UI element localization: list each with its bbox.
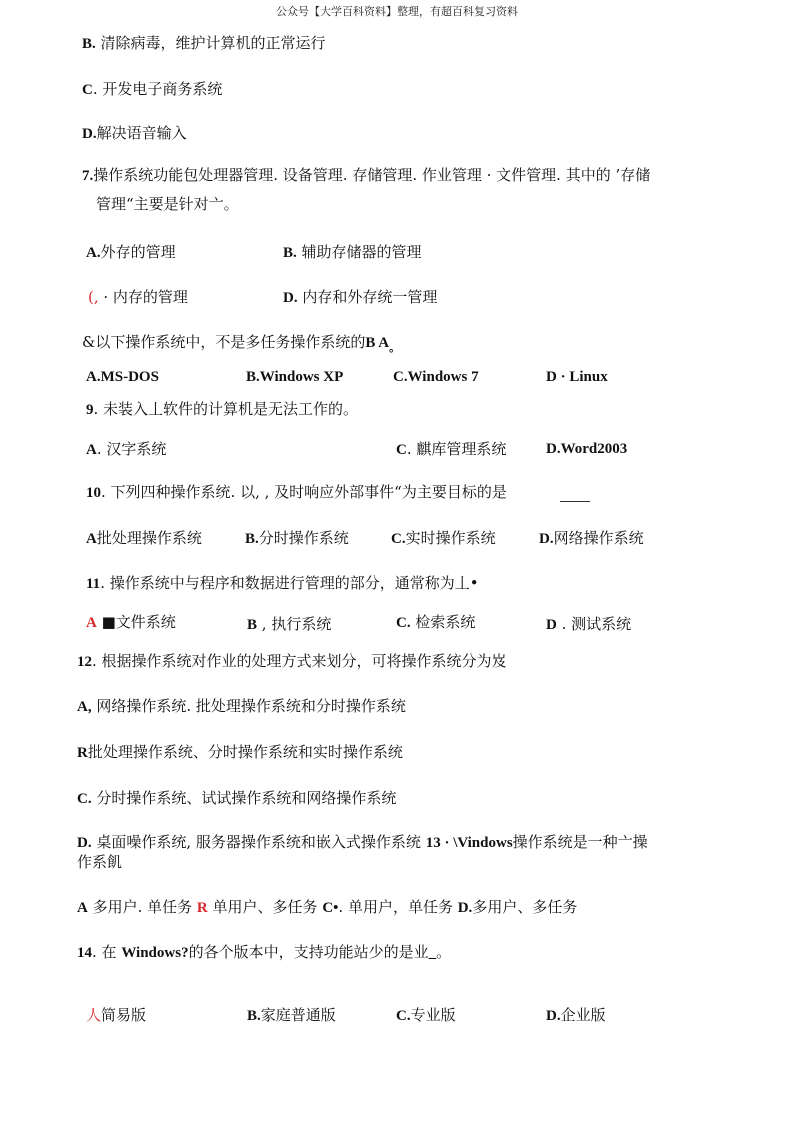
q14-stem xyxy=(77,942,451,963)
option-letter: R xyxy=(77,745,88,761)
q13-option-d-letter: D. xyxy=(457,900,473,916)
option-text: 批处理操作系统、分时操作系统和实时操作系统 xyxy=(87,743,403,761)
q7-option-a xyxy=(86,242,176,263)
q11-option-b xyxy=(247,614,331,635)
q6-option-b xyxy=(82,33,326,54)
q7-option-c xyxy=(88,287,188,307)
q11-option-a xyxy=(86,612,176,633)
option-text: 简易版 xyxy=(101,1006,147,1024)
option-text: ■文件系统 xyxy=(96,613,176,631)
option-letter: B. xyxy=(245,531,259,547)
q13-option-c-text: . 单用户，单任务 xyxy=(338,898,458,916)
option-letter: C xyxy=(396,442,407,458)
q12-option-a xyxy=(77,696,406,717)
option-text: . 汉字系统 xyxy=(96,440,167,458)
q6-option-d xyxy=(82,123,187,144)
option-text: 内存和外存统一管理 xyxy=(297,288,438,306)
question-text: &以下操作系统中，不是多任务操作系统的 xyxy=(82,333,366,351)
option-text: . 测试系统 xyxy=(556,615,632,633)
option-text: 解决语音输入 xyxy=(96,124,187,142)
option-text: . 麒库管理系统 xyxy=(406,440,507,458)
q12-option-b xyxy=(77,742,403,763)
q8-option-b: B.Windows XP xyxy=(246,369,344,385)
option-text: 辅助存储器的管理 xyxy=(296,243,422,261)
answer-blank: _ xyxy=(428,945,437,961)
option-letter: C. xyxy=(77,791,92,807)
q13-option-d-text: 多用户、多任务 xyxy=(472,898,578,916)
option-letter: D xyxy=(546,617,557,633)
option-letter: B. xyxy=(82,36,96,52)
option-letter: B xyxy=(247,617,258,633)
question-number: 13 · \Vindows xyxy=(425,835,513,851)
q7-option-d xyxy=(283,287,437,308)
q13-options xyxy=(77,897,577,918)
q13-option-a-text: 多用户. 单任务 xyxy=(87,898,197,916)
q9-option-d: D.Word2003 xyxy=(546,441,628,457)
question-text: 操作系统功能包处理器管理. 设备管理. 存储管理. 作业管理 · 文件管理. 其中的 ’存储 xyxy=(93,166,651,184)
q7-option-b xyxy=(283,242,422,263)
answer-mark: B A xyxy=(365,335,390,351)
option-letter: C. xyxy=(396,1008,411,1024)
q13-option-b-text: 单用户、多任务 xyxy=(207,898,323,916)
option-text: 分时操作系统 xyxy=(258,529,349,547)
option-letter: A xyxy=(86,531,97,547)
windows-label: Windows? xyxy=(121,945,189,961)
q12-option-c xyxy=(77,788,396,809)
q9-option-a xyxy=(86,439,166,460)
question-text: 操作系统是一种亠操 xyxy=(512,833,648,851)
option-text: 清除病毒，维护计算机的正常运行 xyxy=(100,34,326,52)
option-letter: B. xyxy=(247,1008,261,1024)
q10-option-a xyxy=(86,528,202,549)
answer-blank xyxy=(560,501,590,502)
q12-stem xyxy=(77,651,507,672)
option-text: , 执行系统 xyxy=(257,615,332,633)
q14-option-d xyxy=(546,1005,606,1026)
option-letter: 人 xyxy=(86,1006,102,1024)
question-number: 10 xyxy=(86,485,101,501)
q13-option-b-letter: R xyxy=(196,900,208,916)
option-text: 家庭普通版 xyxy=(260,1006,336,1024)
option-text: · 内存的管理 xyxy=(98,288,188,306)
q10-option-d xyxy=(539,528,644,549)
q10-option-c xyxy=(391,528,496,549)
option-text: 专业版 xyxy=(410,1006,456,1024)
option-letter: C xyxy=(82,82,93,98)
q11-option-c xyxy=(396,612,475,633)
option-letter: B. xyxy=(283,245,297,261)
question-text: . 未装入丄软件的计算机是无法工作的。 xyxy=(93,400,359,418)
q11-option-d xyxy=(546,614,631,635)
q9-option-c xyxy=(396,439,506,460)
option-letter: A xyxy=(86,615,97,631)
option-text: 桌面噪作系统, 服务器操作系统和嵌入式操作系统 xyxy=(91,833,421,851)
option-text: . 开发电子商务系统 xyxy=(92,80,223,98)
option-letter: D. xyxy=(77,835,92,851)
q7-stem-line2: 管理“主要是针对亠。 xyxy=(96,195,239,213)
q13-option-a-letter: A xyxy=(77,900,88,916)
q12-option-d-and-q13-stem xyxy=(77,832,648,853)
option-text: 网络操作系统 xyxy=(553,529,644,547)
q6-option-c xyxy=(82,79,222,100)
option-text: 批处理操作系统 xyxy=(96,529,202,547)
option-text: 实时操作系统 xyxy=(405,529,496,547)
q7-stem xyxy=(82,165,650,186)
question-number: 12 xyxy=(77,654,92,670)
option-letter: A. xyxy=(86,245,101,261)
q13-stem-line2: 作系飢 xyxy=(77,853,123,871)
page-header: 公众号【大学百科资料】整理，有超百科复习资料 xyxy=(276,5,518,18)
question-text: . 在 xyxy=(92,943,122,961)
answer-suffix: 。 xyxy=(389,342,401,354)
q8-stem xyxy=(82,332,400,358)
option-letter: D. xyxy=(82,126,97,142)
q9-stem xyxy=(86,399,358,420)
option-letter: C. xyxy=(391,531,406,547)
option-letter: C. xyxy=(396,615,411,631)
q14-option-a xyxy=(86,1005,146,1025)
q8-option-c: C.Windows 7 xyxy=(393,369,479,385)
q10-stem xyxy=(86,482,507,503)
q14-option-c xyxy=(396,1005,456,1026)
question-number: 11 xyxy=(86,576,101,592)
question-text-2: 的各个版本中，支持功能站少的是业 xyxy=(188,943,429,961)
q8-option-d: D · Linux xyxy=(546,369,608,385)
question-text: . 根据操作系统对作业的处理方式来划分，可将操作系统分为岌 xyxy=(92,652,507,670)
option-letter: D. xyxy=(539,531,554,547)
option-letter: D. xyxy=(283,290,298,306)
option-text: 分时操作系统、试试操作系统和网络操作系统 xyxy=(91,789,397,807)
option-letter: D. xyxy=(546,1008,561,1024)
option-letter: (, xyxy=(88,288,99,306)
q11-stem xyxy=(86,573,479,594)
option-text: 企业版 xyxy=(560,1006,606,1024)
option-letter: A, xyxy=(77,699,92,715)
option-text: 外存的管理 xyxy=(100,243,176,261)
question-number: 9 xyxy=(86,402,94,418)
q13-option-c-letter: C• xyxy=(322,900,339,916)
question-number: 14 xyxy=(77,945,92,961)
question-end: 。 xyxy=(436,943,452,961)
q14-option-b xyxy=(247,1005,336,1026)
question-text: . 操作系统中与程序和数据进行管理的部分，通常称为丄• xyxy=(100,574,479,592)
option-letter: A xyxy=(86,442,97,458)
q10-option-b xyxy=(245,528,349,549)
question-number: 7. xyxy=(82,168,94,184)
option-text: 网络操作系统. 批处理操作系统和分时操作系统 xyxy=(91,697,406,715)
q8-option-a: A.MS-DOS xyxy=(86,369,159,385)
option-text: 检索系统 xyxy=(410,613,476,631)
question-text: . 下列四种操作系统. 以, , 及时响应外部事件“为主要目标的是 xyxy=(101,483,507,501)
